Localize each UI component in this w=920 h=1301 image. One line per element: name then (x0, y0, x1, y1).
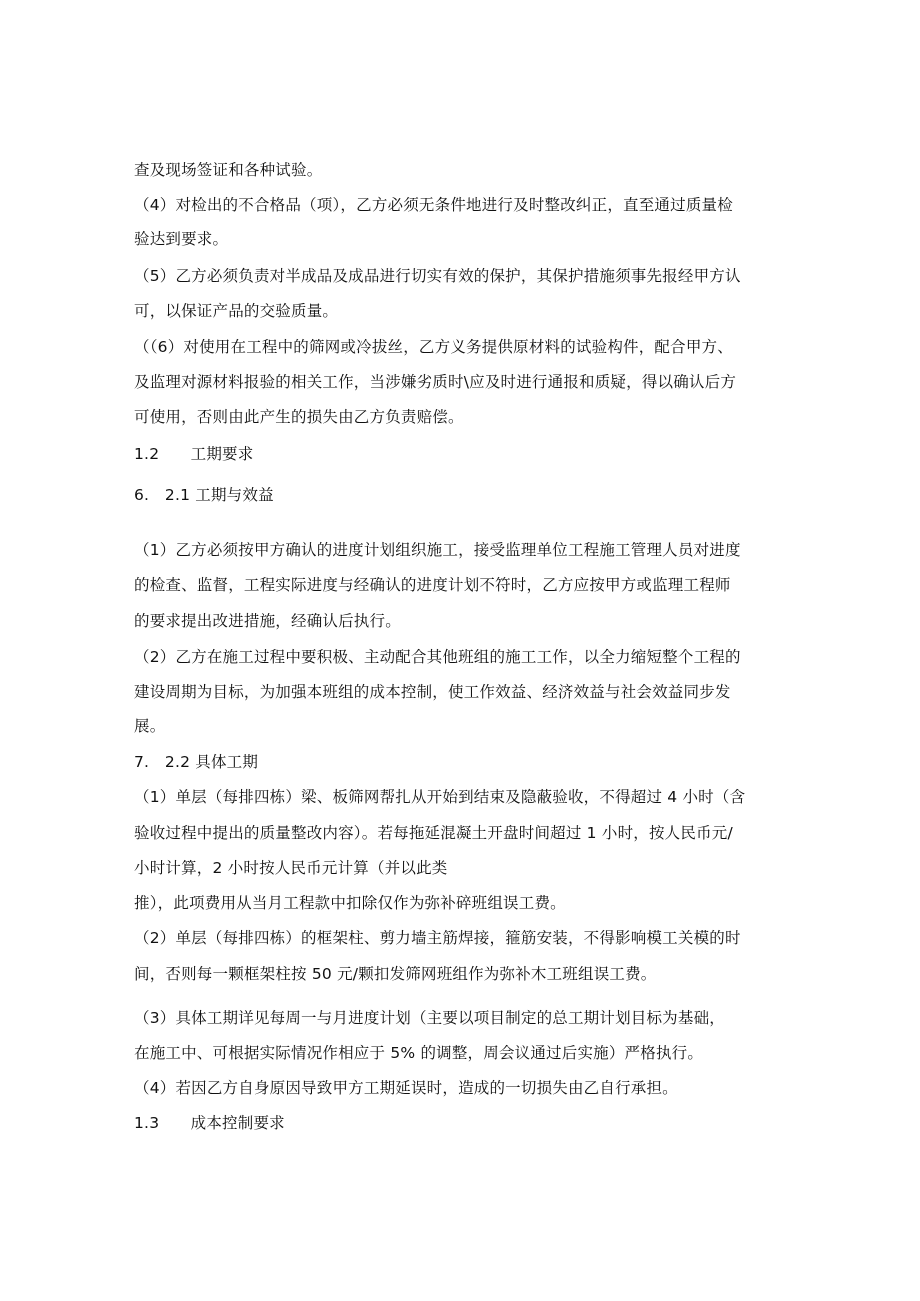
section-heading: 1.3 成本控制要求 (134, 1114, 285, 1132)
paragraph-line: 推），此项费用从当月工程款中扣除仅作为弥补碎班组误工费。 (134, 894, 566, 912)
paragraph-line: 建设周期为目标，为加强本班组的成本控制，使工作效益、经济效益与社会效益同步发 (134, 683, 731, 701)
paragraph-line: 及监理对源材料报验的相关工作，当涉嫌劣质时\应及时进行通报和质疑，得以确认后方 (134, 373, 737, 391)
paragraph-line: （1）乙方必须按甲方确认的进度计划组织施工，接受监理单位工程施工管理人员对进度 (134, 541, 741, 559)
paragraph-line: （2）单层（每排四栋）的框架柱、剪力墙主筋焊接，箍筋安装，不得影响模工关模的时 (134, 929, 741, 947)
subsection-heading: 7. 2.2 具体工期 (134, 753, 259, 771)
paragraph-line: 间，否则每一颗框架柱按 50 元/颗扣发筛网班组作为弥补木工班组误工费。 (134, 965, 657, 983)
paragraph-line: 的要求提出改进措施，经确认后执行。 (134, 612, 401, 630)
paragraph-line: 的检查、监督，工程实际进度与经确认的进度计划不符时，乙方应按甲方或监理工程师 (134, 576, 731, 594)
paragraph-line: （1）单层（每排四栋）梁、板筛网帮扎从开始到结束及隐蔽验收，不得超过 4 小时（含 (134, 788, 746, 806)
paragraph-line: 小时计算，2 小时按人民币元计算（并以此类 (134, 859, 448, 877)
paragraph-line: （5）乙方必须负责对半成品及成品进行切实有效的保护，其保护措施须事先报经甲方认 (134, 267, 741, 285)
paragraph-line: 查及现场签证和各种试验。 (134, 161, 323, 179)
paragraph-line: 可使用，否则由此产生的损失由乙方负责赔偿。 (134, 408, 464, 426)
paragraph-line: （（6）对使用在工程中的筛网或冷拔丝，乙方义务提供原材料的试验构件，配合甲方、 (134, 338, 733, 356)
subsection-heading: 6. 2.1 工期与效益 (134, 486, 274, 504)
paragraph-line: 展。 (134, 717, 166, 735)
paragraph-line: 可，以保证产品的交验质量。 (134, 302, 339, 320)
paragraph-line: （2）乙方在施工过程中要积极、主动配合其他班组的施工工作，以全力缩短整个工程的 (134, 648, 741, 666)
section-heading: 1.2 工期要求 (134, 445, 254, 463)
paragraph-line: 验达到要求。 (134, 230, 229, 248)
paragraph-line: （4）若因乙方自身原因导致甲方工期延误时，造成的一切损失由乙自行承担。 (134, 1079, 678, 1097)
paragraph-line: （4）对检出的不合格品（项），乙方必须无条件地进行及时整改纠正，直至通过质量检 (134, 196, 733, 214)
paragraph-line: （3）具体工期详见每周一与月进度计划（主要以项目制定的总工期计划目标为基础， (134, 1009, 725, 1027)
paragraph-line: 验收过程中提出的质量整改内容）。若每拖延混凝土开盘时间超过 1 小时，按人民币元/ (134, 824, 733, 842)
paragraph-line: 在施工中、可根据实际情况作相应于 5% 的调整，周会议通过后实施）严格执行。 (134, 1044, 704, 1062)
